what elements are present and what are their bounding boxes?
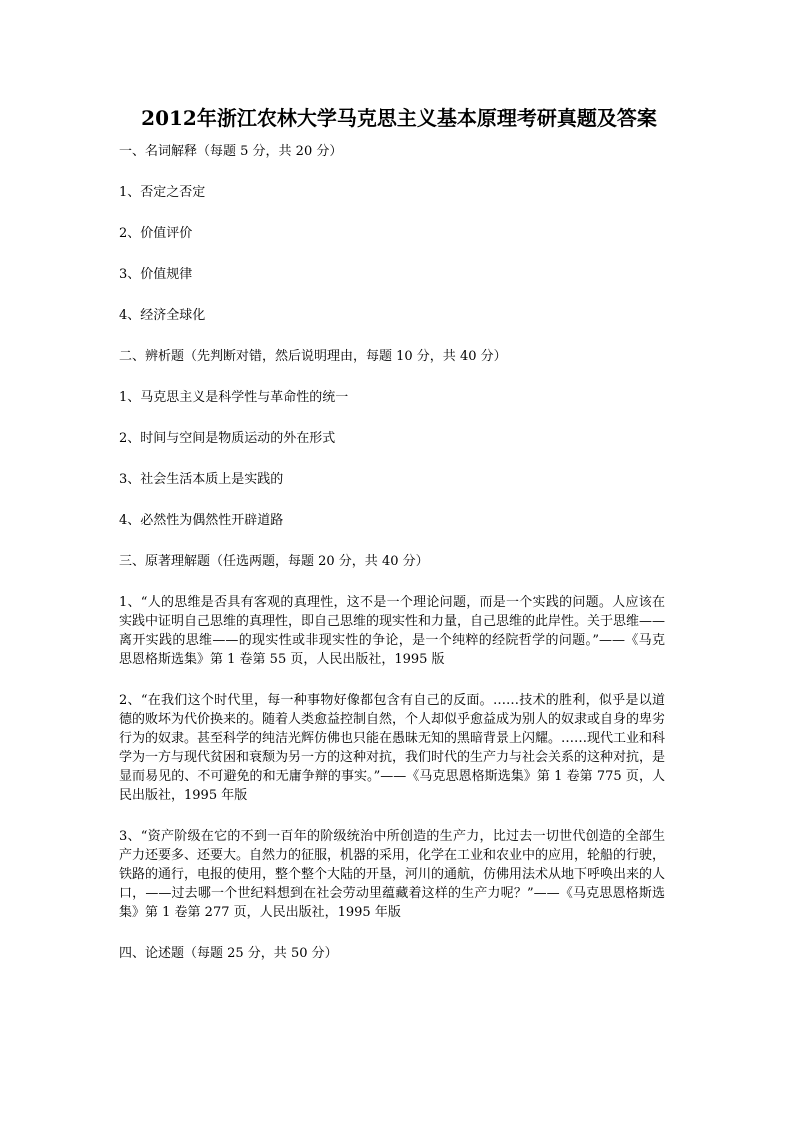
document-title: 2012年浙江农林大学马克思主义基本原理考研真题及答案	[141, 106, 657, 130]
analysis-item-4: 4、必然性为偶然性开辟道路	[119, 513, 284, 528]
analysis-item-2: 2、时间与空间是物质运动的外在形式	[119, 431, 336, 446]
term-item-3: 3、价值规律	[119, 267, 193, 282]
term-item-1: 1、否定之否定	[119, 185, 206, 200]
quote-item-2: 2、“在我们这个时代里，每一种事物好像都包含有自己的反面。……技术的胜利，似乎是以道德的败坏为代价换来的。随着人类愈益控制自然，个人却似乎愈益成为别人的奴隶或自身的卑劣行为的奴隶。甚至科学的纯洁光辉仿佛也只能在愚昧无知的黑暗背景上闪耀。……现代工业和科学为一方与现代贫困和衰颓为另一方的这种对抗，我们时代的生产力与社会关系的这种对抗，是显而易见的、不可避免的和无庸争辩的事实。”——《马克思恩格斯选集》第 1 卷第 775 页，人民出版社，1995 年版	[119, 693, 666, 803]
section-heading-4: 四、论述题（每题 25 分，共 50 分）	[119, 946, 338, 961]
section-heading-3: 三、原著理解题（任选两题，每题 20 分，共 40 分）	[119, 554, 429, 569]
section-heading-2: 二、辨析题（先判断对错，然后说明理由，每题 10 分，共 40 分）	[119, 349, 507, 364]
term-item-2: 2、价值评价	[119, 226, 193, 241]
term-item-4: 4、经济全球化	[119, 308, 206, 323]
section-heading-1: 一、名词解释（每题 5 分，共 20 分）	[119, 144, 343, 159]
analysis-item-1: 1、马克思主义是科学性与革命性的统一	[119, 390, 349, 405]
document-page	[119, 104, 679, 963]
quote-item-1: 1、“人的思维是否具有客观的真理性，这不是一个理论问题，而是一个实践的问题。人应该在实践中证明自己思维的真理性，即自己思维的现实性和力量，自己思维的此岸性。关于思维——离开实践的思维——的现实性或非现实性的争论，是一个纯粹的经院哲学的问题。”——《马克思恩格斯选集》第 1 卷第 55 页，人民出版社，1995 版	[119, 595, 666, 667]
analysis-item-3: 3、社会生活本质上是实践的	[119, 472, 284, 487]
quote-item-3: 3、“资产阶级在它的不到一百年的阶级统治中所创造的生产力，比过去一切世代创造的全部生产力还要多、还要大。自然力的征服，机器的采用，化学在工业和农业中的应用，轮船的行驶，铁路的通行，电报的使用，整个整个大陆的开垦，河川的通航，仿佛用法术从地下呼唤出来的人口，——过去哪一个世纪料想到在社会劳动里蕴藏着这样的生产力呢？”——《马克思恩格斯选集》第 1 卷第 277 页，人民出版社，1995 年版	[119, 829, 666, 920]
